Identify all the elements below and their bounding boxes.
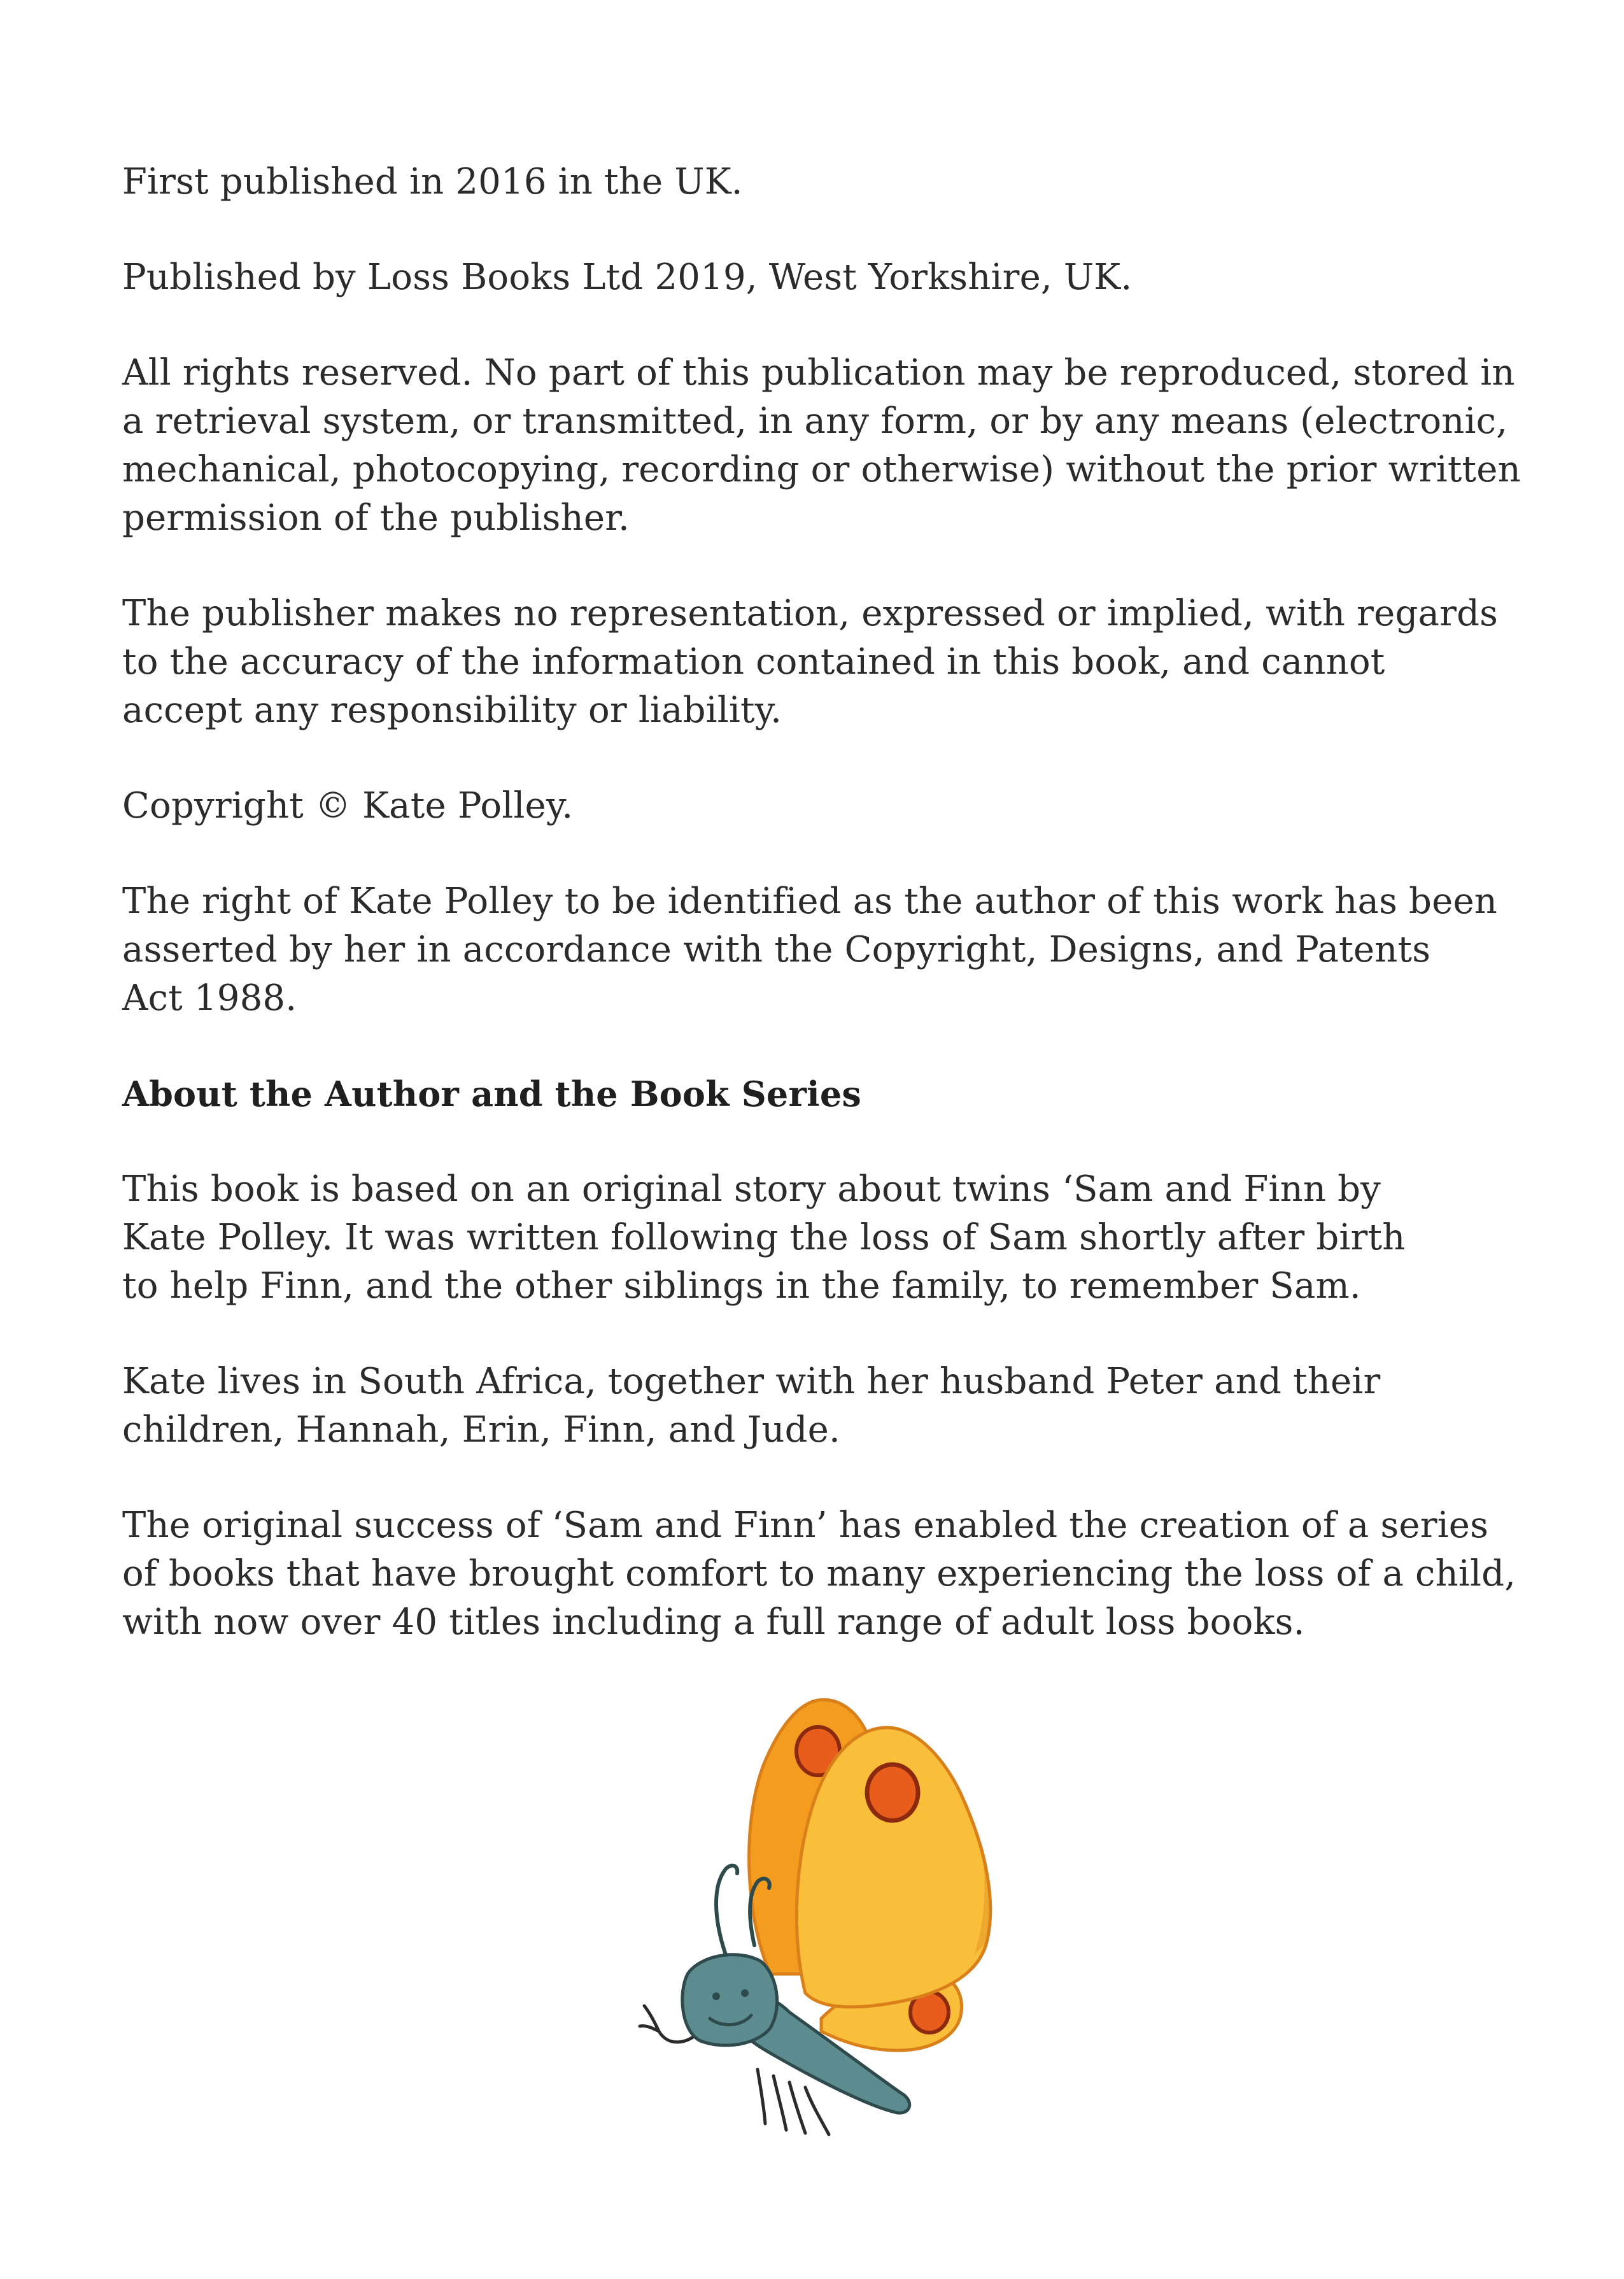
first-published-line: First published in 2016 in the UK. bbox=[122, 161, 743, 202]
butterfly-icon bbox=[630, 1675, 1025, 2159]
disclaimer-paragraph: The publisher makes no representation, expressed or implied, with regards to the accuracy of the information contained in this book, and cannot accept any responsibility or liability. bbox=[122, 593, 1499, 731]
about-paragraph-1: This book is based on an original story about twins ‘Sam and Finn by Kate Polley. It was written following the loss of Sam shortly after birth to help Finn, and the other siblings in the family, to remember Sam. bbox=[122, 1168, 1406, 1307]
about-heading: About the Author and the Book Series bbox=[122, 1074, 862, 1114]
about-paragraph-3: The original success of ‘Sam and Finn’ has enabled the creation of a series of books that have brought comfort to many experiencing the loss of a child, with now over 40 titles including a full range of adult loss books. bbox=[122, 1505, 1516, 1643]
eye-right bbox=[741, 1989, 749, 1997]
front-wing-spot bbox=[867, 1764, 918, 1821]
antenna-left bbox=[716, 1866, 737, 1955]
rights-paragraph: All rights reserved. No part of this publication may be reproduced, stored in a retrieval system, or transmitted, in any form, or by any means (electronic, mechanical, photocopying, recording or otherwise) without the prior written permission of the publisher. bbox=[122, 352, 1521, 539]
about-paragraph-2: Kate lives in South Africa, together with her husband Peter and their children, Hannah, Erin, Finn, and Jude. bbox=[122, 1361, 1381, 1451]
text-block bbox=[122, 158, 1523, 1694]
eye-left bbox=[712, 1992, 720, 2000]
copyright-line: Copyright © Kate Polley. bbox=[122, 785, 574, 827]
head bbox=[682, 1955, 777, 2045]
publisher-line: Published by Loss Books Ltd 2019, West Yorkshire, UK. bbox=[122, 257, 1133, 298]
moral-right-paragraph: The right of Kate Polley to be identified as the author of this work has been asserted by her in accordance with the Copyright, Designs, and Patents Act 1988. bbox=[122, 881, 1498, 1019]
